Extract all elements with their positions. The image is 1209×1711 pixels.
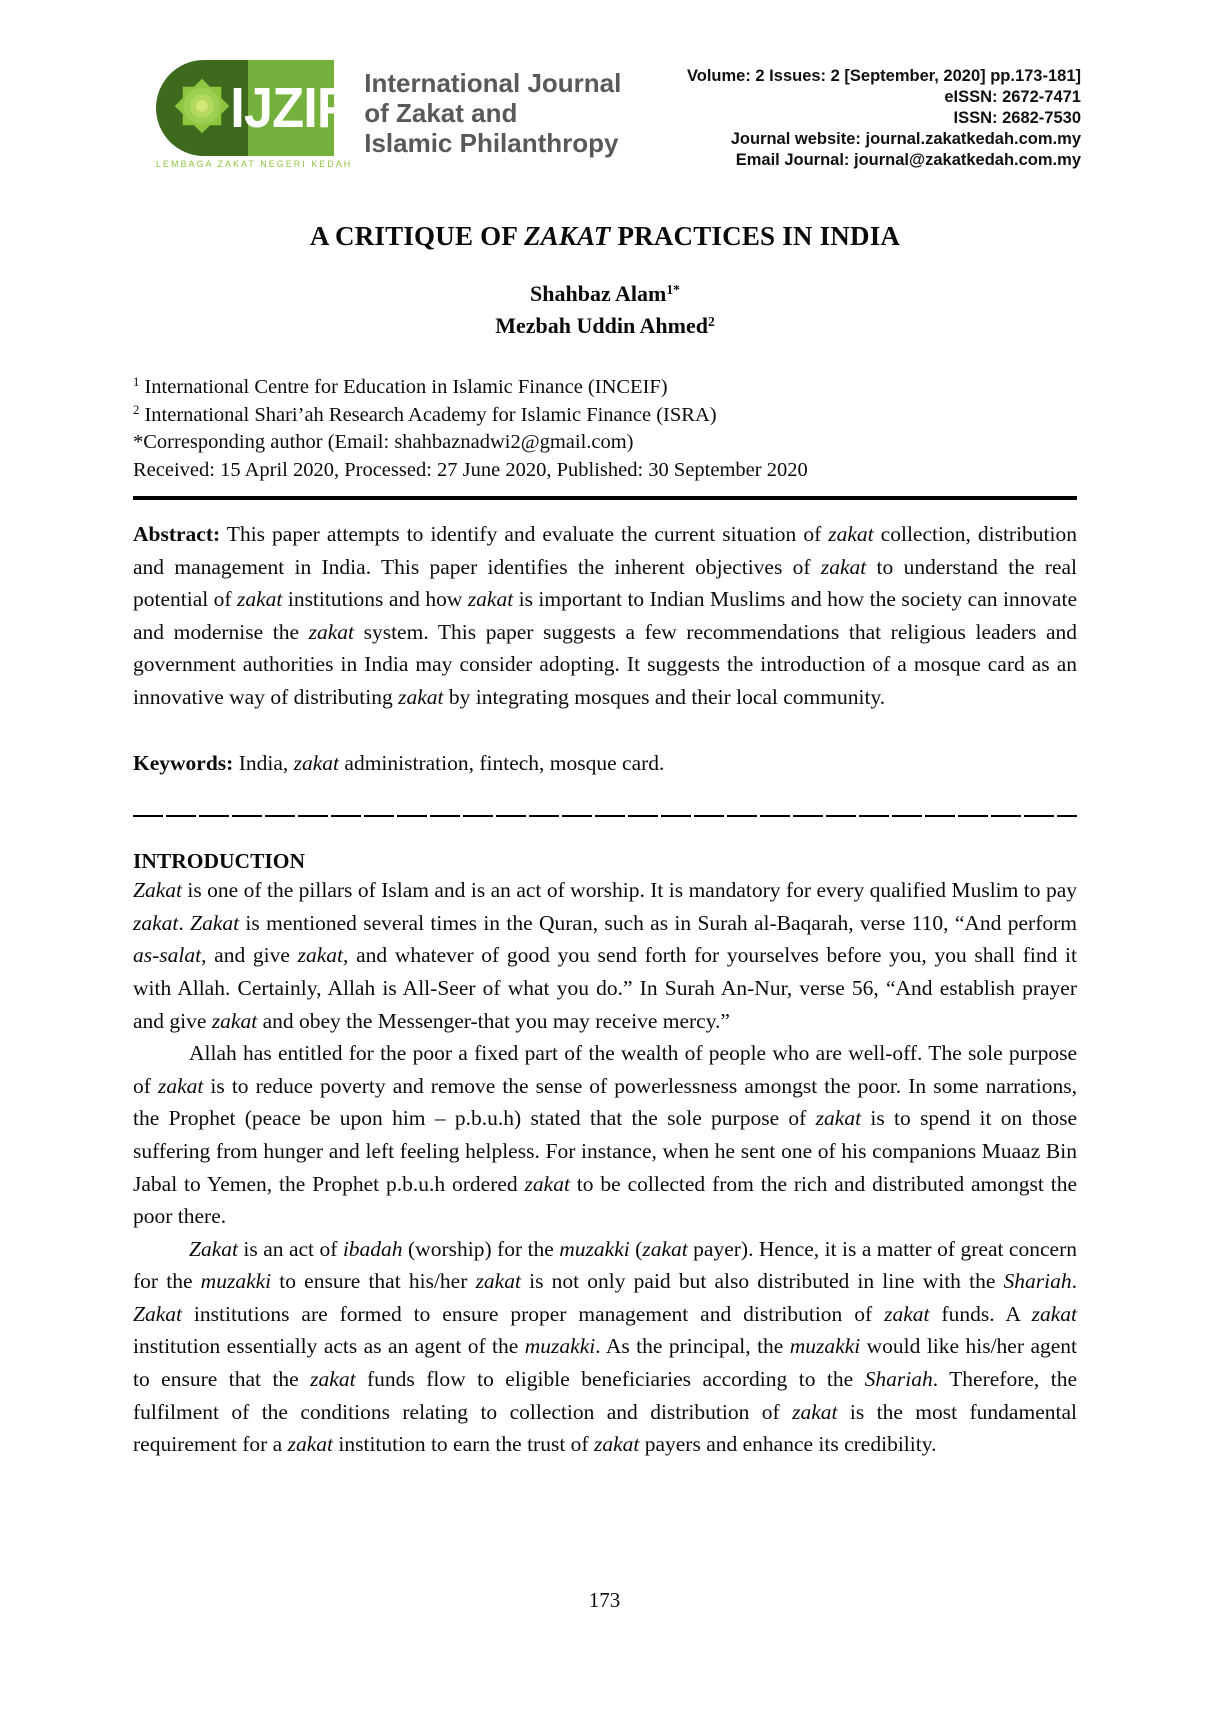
authors-block [133,278,1077,342]
introduction-heading: INTRODUCTION [133,849,306,874]
introduction-paragraph: Zakat is an act of ibadah (worship) for the muzakki (zakat payer). Hence, it is a matter of great concern for the muzakki to ensure that his/her zakat is not only paid but also distributed in line with the Shariah. Zakat institutions are formed to ensure proper management and distribution of zakat funds. A zakat institution essentially acts as an agent of the muzakki. As the principal, the muzakki would like his/her agent to ensure that the zakat funds flow to eligible beneficiaries according to the Shariah. Therefore, the fulfilment of the conditions relating to collection and distribution of zakat is the most fundamental requirement for a zakat institution to earn the trust of zakat payers and enhance its credibility. [133,1236,1078,1457]
logo-acronym: IJZIP [230,76,352,140]
journal-website-line: Journal website: journal.zakatkedah.com.my [730,130,1081,148]
logo-blocks [156,60,352,156]
affiliation-line: $^2$ International Shari’ah Research Academy for Islamic Finance (ISRA) [133,402,717,426]
zakat-kedah-rosette-icon [165,69,239,148]
journal-logo [156,60,352,169]
author-name: Mezbah Uddin Ahmed$^2$ [495,313,715,338]
issn-line: ISSN: 2682-7530 [953,109,1081,127]
introduction-paragraph: Zakat is one of the pillars of Islam and is an act of worship. It is mandatory for every qualified Muslim to pay zakat. Zakat is mentioned several times in the Quran, such as in Surah al-Baqarah, verse 110, “And perform as-salat, and give zakat, and whatever of good you send forth for yourselves before you, you shall find it with Allah. Certainly, Allah is All-Seer of what you do.” In Surah An-Nur, verse 56, “And establish prayer and give zakat and obey the Messenger-that you may receive mercy.” [133,878,1078,1033]
journal-name-line: of Zakat and [364,98,518,128]
eissn-line: eISSN: 2672-7471 [944,88,1081,106]
affiliations-block [133,374,1077,484]
introduction-paragraph: Allah has entitled for the poor a fixed part of the wealth of people who are well-off. The sole purpose of zakat is to reduce poverty and remove the sense of powerlessness amongst the poor. In some narrations, the Prophet (peace be upon him – p.b.u.h) stated that the sole purpose of zakat is to spend it on those suffering from hunger and left feeling helpless. For instance, when he sent one of his companions Muaaz Bin Jabal to Yemen, the Prophet p.b.u.h ordered zakat to be collected from the rich and distributed amongst the poor there. [133,1041,1077,1229]
author-name: Shahbaz Alam$^{1*}$ [530,281,680,306]
abstract-paragraph: Abstract: This paper attempts to identify and evaluate the current situation of zakat collection, distribution and management in India. This paper identifies the inherent objectives of zakat to understand the real potential of zakat institutions and how zakat is important to Indian Muslims and how the society can innovate and modernise the zakat system. This paper suggests a few recommendations that religious leaders and government authorities in India may consider adopting. It suggests the introduction of a mosque card as an innovative way of distributing zakat by integrating mosques and their local community. [133,522,1078,709]
header-rule [133,496,1077,500]
journal-name-line: International Journal [364,68,622,98]
affiliation-line: $^1$ International Centre for Education in Islamic Finance (INCEIF) [133,375,668,398]
article-title: A CRITIQUE OF ZAKAT PRACTICES IN INDIA [309,221,901,251]
received-dates-line: Received: 15 April 2020, Processed: 27 June 2020, Published: 30 September 2020 [133,458,808,481]
section-separator [133,815,1077,817]
journal-email-line: Email Journal: journal@zakatkedah.com.my [735,151,1081,169]
article-content [0,221,1209,1461]
keywords-line: Keywords: India, zakat administration, fintech, mosque card. [133,750,665,775]
journal-name-line: Islamic Philanthropy [364,128,619,158]
volume-issue-line: Volume: 2 Issues: 2 [September, 2020] pp.173-181] [686,67,1081,85]
masthead [0,0,1209,171]
corresponding-author-line: *Corresponding author (Email: shahbaznadwi2@gmail.com) [133,431,634,453]
journal-meta [687,60,1081,171]
page-number: 173 [588,1588,621,1612]
journal-name [364,60,621,158]
logo-acronym-panel [230,60,352,156]
logo-tagline: LEMBAGA ZAKAT NEGERI KEDAH [156,159,353,169]
